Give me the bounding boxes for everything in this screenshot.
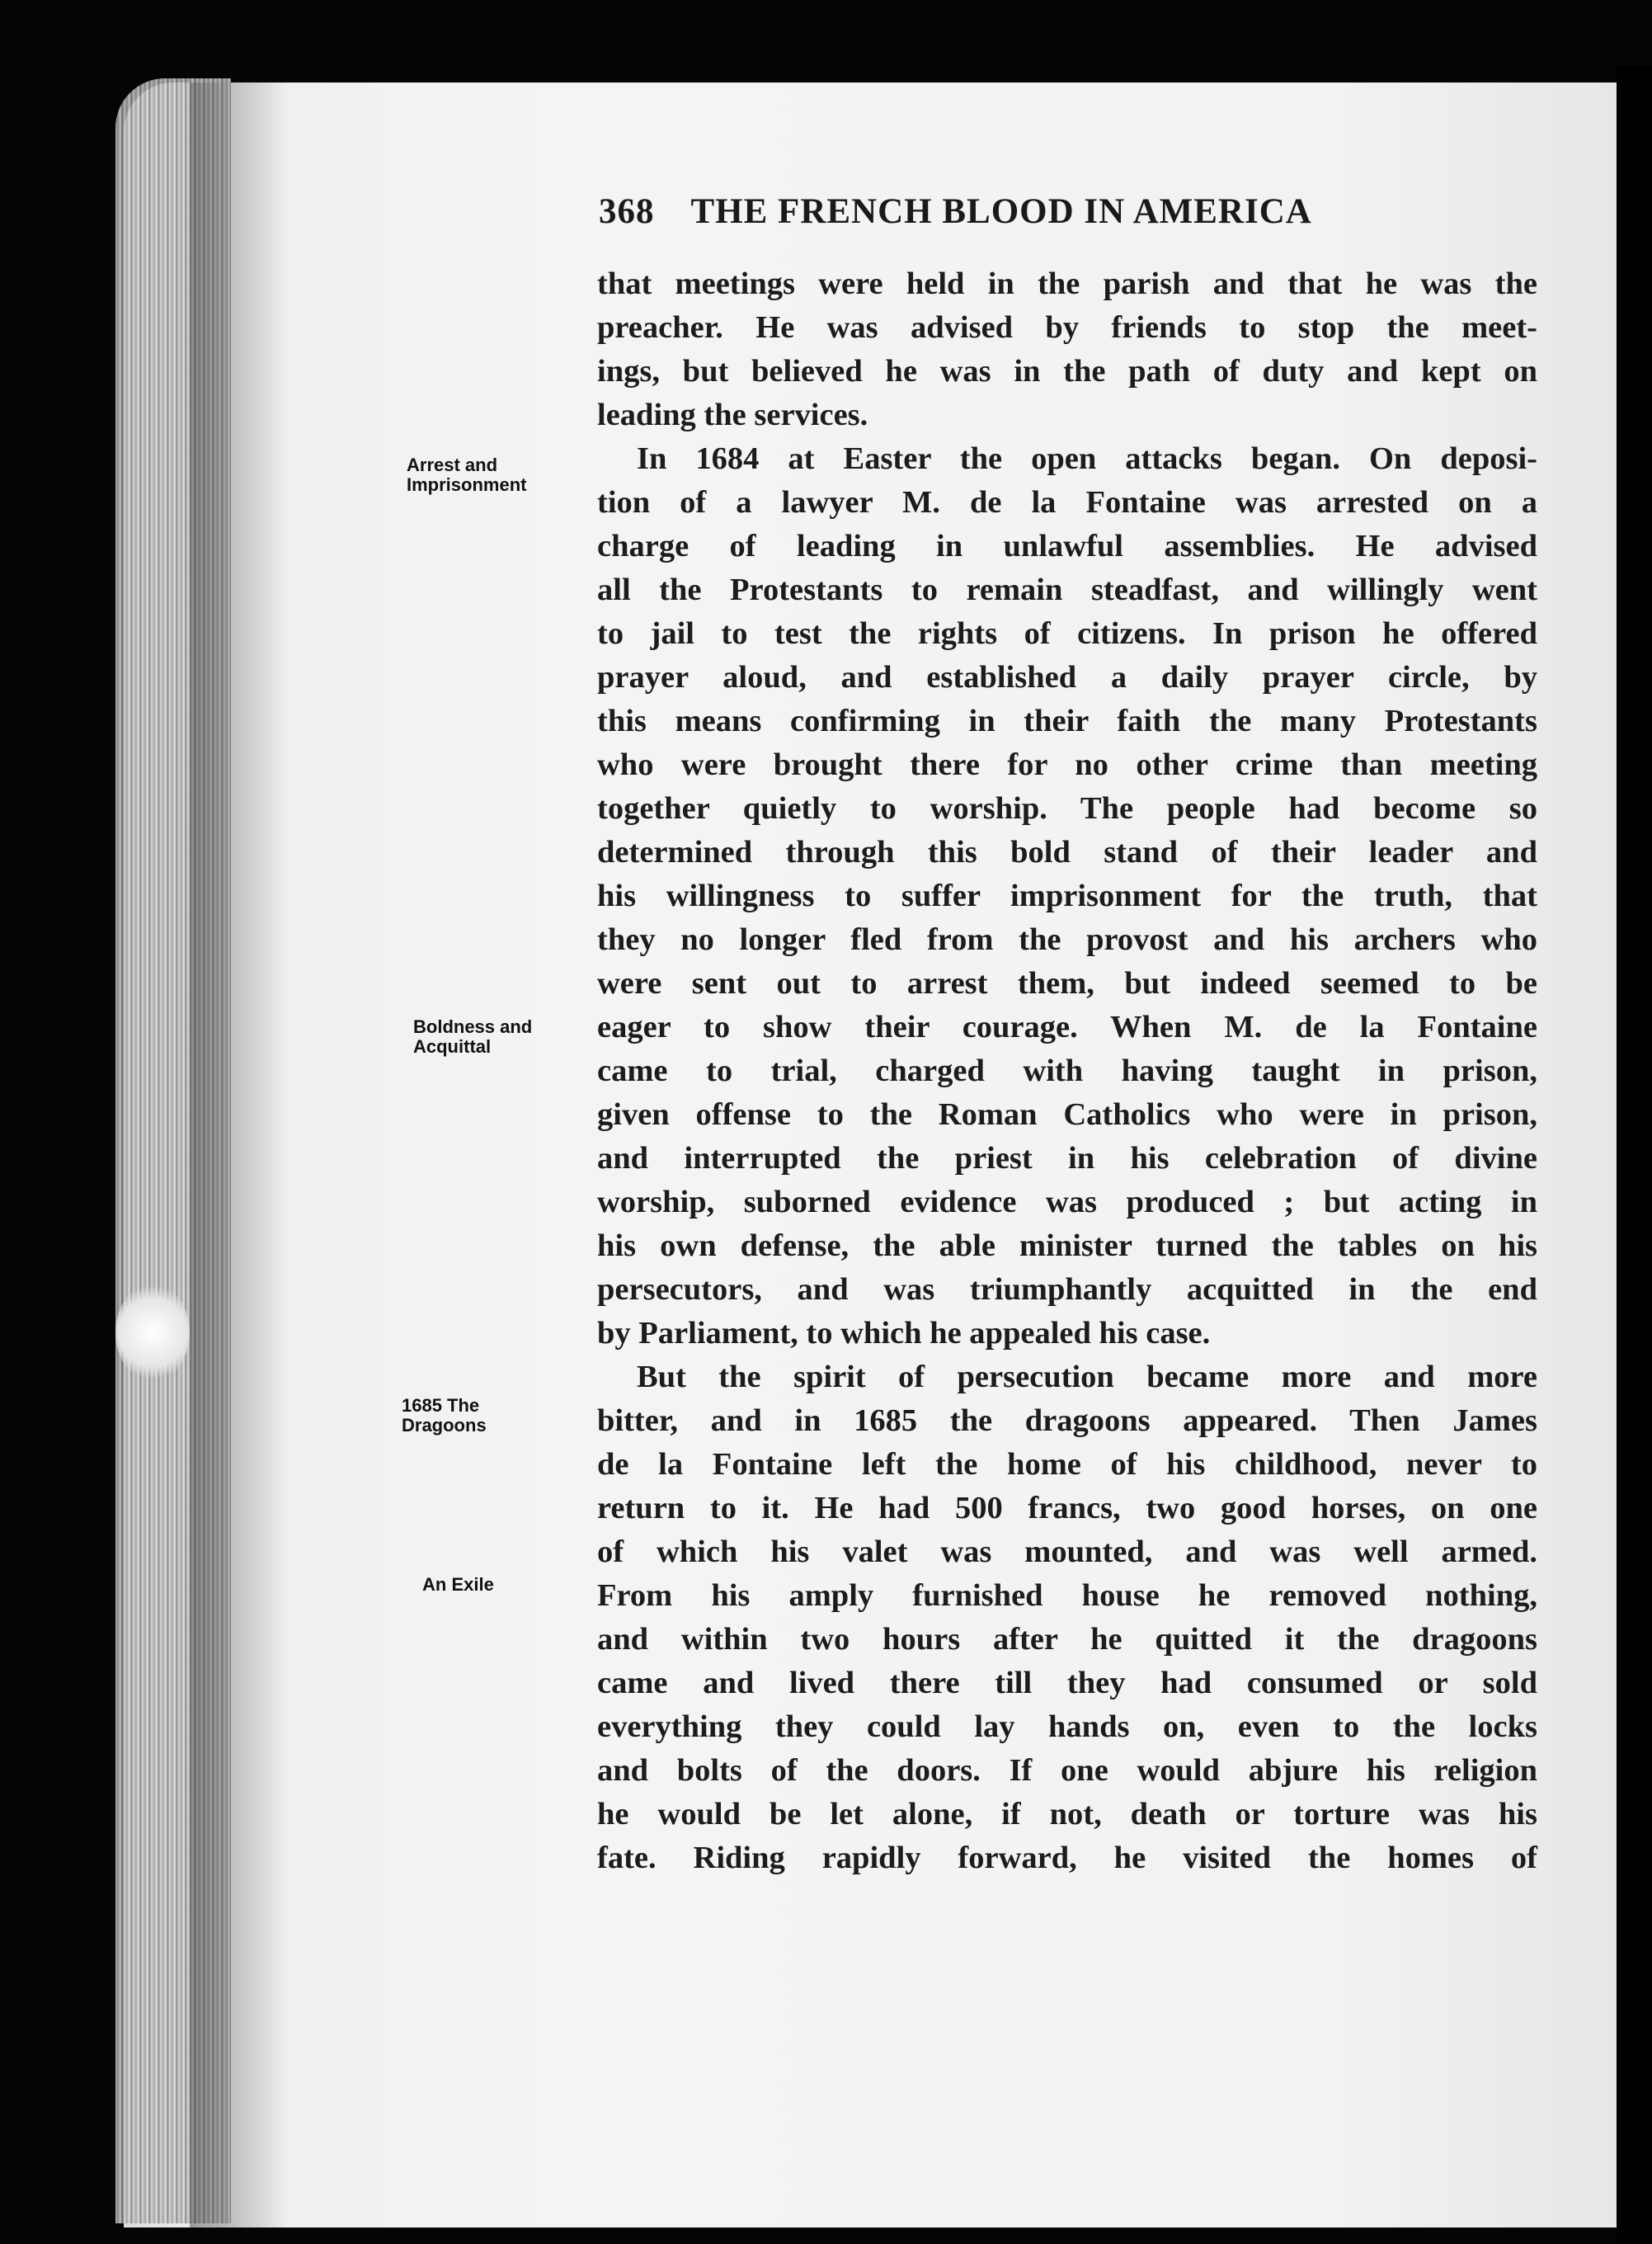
text-line: he would be let alone, if not, death or torture was his (597, 1797, 1537, 1832)
text-line: and interrupted the priest in his celebration of divine (597, 1141, 1537, 1176)
margin-note-line: 1685 The (402, 1395, 480, 1416)
text-line: ings, but believed he was in the path of duty and kept on (597, 354, 1537, 389)
paper-blot (115, 1283, 190, 1382)
text-line: of which his valet was mounted, and was well armed. (597, 1534, 1537, 1569)
text-line: From his amply furnished house he removed nothing, (597, 1578, 1537, 1613)
margin-note-line: Acquittal (413, 1036, 492, 1057)
text-line: prayer aloud, and established a daily prayer circle, by (597, 660, 1537, 695)
text-line: But the spirit of persecution became more and more (637, 1360, 1537, 1394)
text-line: his own defense, the able minister turned the tables on his (597, 1228, 1537, 1263)
text-line: this means confirming in their faith the many Protestants (597, 704, 1537, 738)
text-line: that meetings were held in the parish and that he was the (597, 266, 1537, 301)
margin-note-boldness (413, 1017, 532, 1057)
text-line: worship, suborned evidence was produced ; but acting in (597, 1185, 1537, 1219)
margin-note-line: Arrest and (407, 455, 498, 475)
text-line: by Parliament, to which he appealed his case. (597, 1316, 1211, 1351)
margin-note-exile (422, 1575, 494, 1595)
text-line: given offense to the Roman Catholics who were in prison, (597, 1097, 1537, 1132)
text-line: and within two hours after he quitted it the dragoons (597, 1622, 1537, 1657)
text-line: fate. Riding rapidly forward, he visited the homes of (597, 1841, 1537, 1875)
text-line: and bolts of the doors. If one would abjure his religion (597, 1753, 1537, 1788)
text-line: together quietly to worship. The people had become so (597, 791, 1537, 826)
margin-note-line: An Exile (422, 1574, 494, 1595)
text-line: all the Protestants to remain steadfast, and willingly went (597, 573, 1537, 607)
text-line: de la Fontaine left the home of his childhood, never to (597, 1447, 1537, 1482)
margin-note-arrest (407, 455, 526, 495)
text-line: return to it. He had 500 francs, two good horses, on one (597, 1491, 1537, 1525)
text-line: determined through this bold stand of their leader and (597, 835, 1537, 870)
page-number: 368 (599, 192, 655, 231)
text-line: came and lived there till they had consumed or sold (597, 1666, 1537, 1700)
text-line: persecutors, and was triumphantly acquitted in the end (597, 1272, 1537, 1307)
text-line: charge of leading in unlawful assemblies. He advised (597, 529, 1537, 563)
text-line: everything they could lay hands on, even to the locks (597, 1709, 1537, 1744)
text-line: tion of a lawyer M. de la Fontaine was arrested on a (597, 485, 1537, 520)
text-line: In 1684 at Easter the open attacks began. On deposi- (637, 441, 1537, 476)
margin-note-line: Dragoons (402, 1415, 487, 1436)
text-line: who were brought there for no other crime than meeting (597, 747, 1537, 782)
text-line: to jail to test the rights of citizens. In prison he offered (597, 616, 1537, 651)
text-line: eager to show their courage. When M. de la Fontaine (597, 1010, 1537, 1044)
text-line: they no longer fled from the provost and his archers who (597, 922, 1537, 957)
text-line: preacher. He was advised by friends to stop the meet- (597, 310, 1537, 345)
text-line: his willingness to suffer imprisonment for the truth, that (597, 879, 1537, 913)
body-text (597, 262, 1537, 1880)
margin-note-line: Boldness and (413, 1016, 533, 1037)
text-line: were sent out to arrest them, but indeed seemed to be (597, 966, 1537, 1001)
margin-note-dragoons (402, 1396, 487, 1436)
text-line: came to trial, charged with having taught in prison, (597, 1054, 1537, 1088)
text-line: leading the services. (597, 398, 868, 432)
running-header (599, 191, 1506, 241)
binding-shadow (190, 82, 289, 2228)
right-border (1617, 66, 1652, 2244)
running-title: THE FRENCH BLOOD IN AMERICA (690, 192, 1312, 231)
text-line: bitter, and in 1685 the dragoons appeared. Then James (597, 1403, 1537, 1438)
margin-note-line: Imprisonment (407, 474, 527, 495)
